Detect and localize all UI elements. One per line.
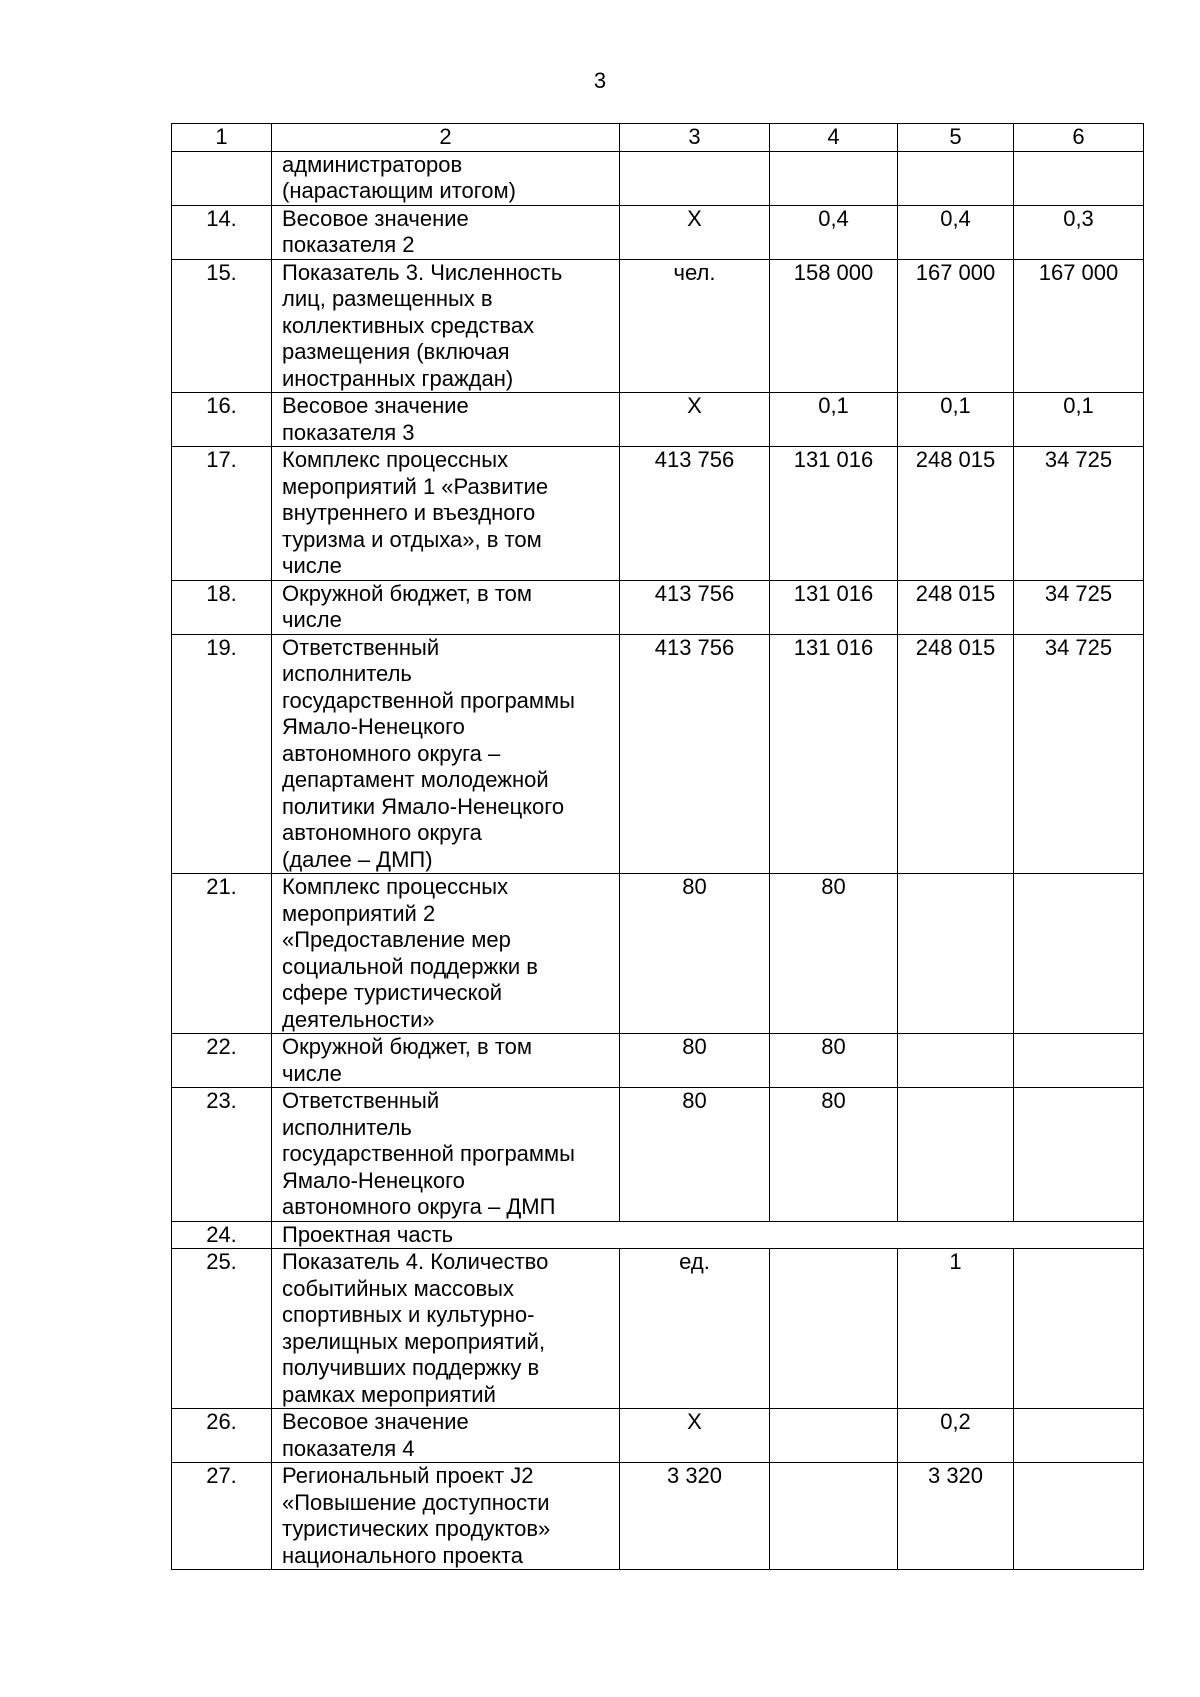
row-number: 15.: [172, 259, 272, 393]
table-row: [172, 1088, 1144, 1222]
value-cell-col-5: [898, 151, 1014, 205]
value-cell-col-3: Х: [620, 1409, 770, 1463]
row-name: Весовое значение показателя 3: [272, 393, 620, 447]
row-number: 26.: [172, 1409, 272, 1463]
value-cell-col-3: 80: [620, 1034, 770, 1088]
value-cell-col-4: 80: [770, 874, 898, 1034]
value-cell-col-6: [1014, 151, 1144, 205]
table-row: [172, 393, 1144, 447]
value-cell-col-5: [898, 1034, 1014, 1088]
row-number: 25.: [172, 1249, 272, 1409]
header-cell-2: 2: [272, 124, 620, 152]
row-number: 17.: [172, 447, 272, 581]
header-cell-6: 6: [1014, 124, 1144, 152]
value-cell-col-6: [1014, 1463, 1144, 1570]
value-cell-col-5: 0,2: [898, 1409, 1014, 1463]
value-cell-col-4: [770, 1463, 898, 1570]
table-row: [172, 634, 1144, 874]
header-cell-4: 4: [770, 124, 898, 152]
value-cell-col-3: 80: [620, 874, 770, 1034]
row-name: Комплекс процессных мероприятий 1 «Развитие внутреннего и въездного туризма и отдыха», в том числе: [272, 447, 620, 581]
row-number: 22.: [172, 1034, 272, 1088]
value-cell-col-6: 0,1: [1014, 393, 1144, 447]
value-cell-col-3: 3 320: [620, 1463, 770, 1570]
header-cell-5: 5: [898, 124, 1014, 152]
table-row: [172, 580, 1144, 634]
value-cell-col-5: [898, 874, 1014, 1034]
header-cell-1: 1: [172, 124, 272, 152]
table-row: [172, 259, 1144, 393]
row-number: 27.: [172, 1463, 272, 1570]
row-name: Ответственный исполнитель государственной программы Ямало-Ненецкого автономного округа – ДМП: [272, 1088, 620, 1222]
row-name: Весовое значение показателя 4: [272, 1409, 620, 1463]
value-cell-col-6: [1014, 1088, 1144, 1222]
value-cell-col-4: [770, 1249, 898, 1409]
table-row: [172, 1463, 1144, 1570]
row-name: администраторов (нарастающим итогом): [272, 151, 620, 205]
table-row: [172, 151, 1144, 205]
row-number: 21.: [172, 874, 272, 1034]
page-number: 3: [593, 68, 607, 93]
table-row: [172, 205, 1144, 259]
value-cell-col-6: 0,3: [1014, 205, 1144, 259]
value-cell-col-6: [1014, 1249, 1144, 1409]
row-name: Весовое значение показателя 2: [272, 205, 620, 259]
value-cell-col-5: [898, 1088, 1014, 1222]
table-row: [172, 447, 1144, 581]
value-cell-col-3: ед.: [620, 1249, 770, 1409]
header-cell-3: 3: [620, 124, 770, 152]
row-name: Окружной бюджет, в том числе: [272, 1034, 620, 1088]
table-row: [172, 1034, 1144, 1088]
row-number: 19.: [172, 634, 272, 874]
row-name: Показатель 3. Численность лиц, размещенных в коллективных средствах размещения (включая иностранных граждан): [272, 259, 620, 393]
value-cell-col-5: 1: [898, 1249, 1014, 1409]
value-cell-col-4: 131 016: [770, 634, 898, 874]
value-cell-col-5: 248 015: [898, 580, 1014, 634]
value-cell-col-3: 413 756: [620, 634, 770, 874]
value-cell-col-4: 0,4: [770, 205, 898, 259]
value-cell-col-3: Х: [620, 393, 770, 447]
value-cell-col-4: 0,1: [770, 393, 898, 447]
value-cell-col-3: 413 756: [620, 580, 770, 634]
value-cell-col-4: [770, 1409, 898, 1463]
value-cell-col-4: 131 016: [770, 580, 898, 634]
value-cell-col-4: 80: [770, 1088, 898, 1222]
value-cell-col-6: 34 725: [1014, 580, 1144, 634]
table-row: [172, 1221, 1144, 1249]
row-number: 24.: [172, 1221, 272, 1249]
value-cell-col-6: [1014, 874, 1144, 1034]
value-cell-col-3: 413 756: [620, 447, 770, 581]
value-cell-col-6: [1014, 1409, 1144, 1463]
value-cell-col-4: 80: [770, 1034, 898, 1088]
data-table: [171, 123, 1144, 1570]
value-cell-col-4: 158 000: [770, 259, 898, 393]
table-row: [172, 874, 1144, 1034]
table-row: [172, 1249, 1144, 1409]
row-name: Показатель 4. Количество событийных массовых спортивных и культурно- зрелищных мероприятий, получивших поддержку в рамках мероприятий: [272, 1249, 620, 1409]
row-number: 23.: [172, 1088, 272, 1222]
value-cell-col-4: [770, 151, 898, 205]
row-name: Региональный проект J2 «Повышение доступности туристических продуктов» национального проекта: [272, 1463, 620, 1570]
value-cell-col-3: чел.: [620, 259, 770, 393]
value-cell-col-5: 248 015: [898, 447, 1014, 581]
value-cell-col-6: 34 725: [1014, 634, 1144, 874]
row-number: 18.: [172, 580, 272, 634]
value-cell-col-5: 0,4: [898, 205, 1014, 259]
row-number: 14.: [172, 205, 272, 259]
section-title: Проектная часть: [272, 1221, 1144, 1249]
value-cell-col-3: 80: [620, 1088, 770, 1222]
value-cell-col-5: 0,1: [898, 393, 1014, 447]
value-cell-col-4: 131 016: [770, 447, 898, 581]
row-name: Окружной бюджет, в том числе: [272, 580, 620, 634]
value-cell-col-3: Х: [620, 205, 770, 259]
value-cell-col-3: [620, 151, 770, 205]
value-cell-col-5: 248 015: [898, 634, 1014, 874]
value-cell-col-6: 167 000: [1014, 259, 1144, 393]
row-name: Комплекс процессных мероприятий 2 «Предоставление мер социальной поддержки в сфере туристической деятельности»: [272, 874, 620, 1034]
row-number: 16.: [172, 393, 272, 447]
value-cell-col-5: 3 320: [898, 1463, 1014, 1570]
value-cell-col-6: 34 725: [1014, 447, 1144, 581]
value-cell-col-5: 167 000: [898, 259, 1014, 393]
table-header-row: [172, 124, 1144, 152]
row-name: Ответственный исполнитель государственной программы Ямало-Ненецкого автономного округа – департамент молодежной политики Ямало-Ненецкого автономного округа (далее – ДМП): [272, 634, 620, 874]
row-number: [172, 151, 272, 205]
value-cell-col-6: [1014, 1034, 1144, 1088]
table-row: [172, 1409, 1144, 1463]
